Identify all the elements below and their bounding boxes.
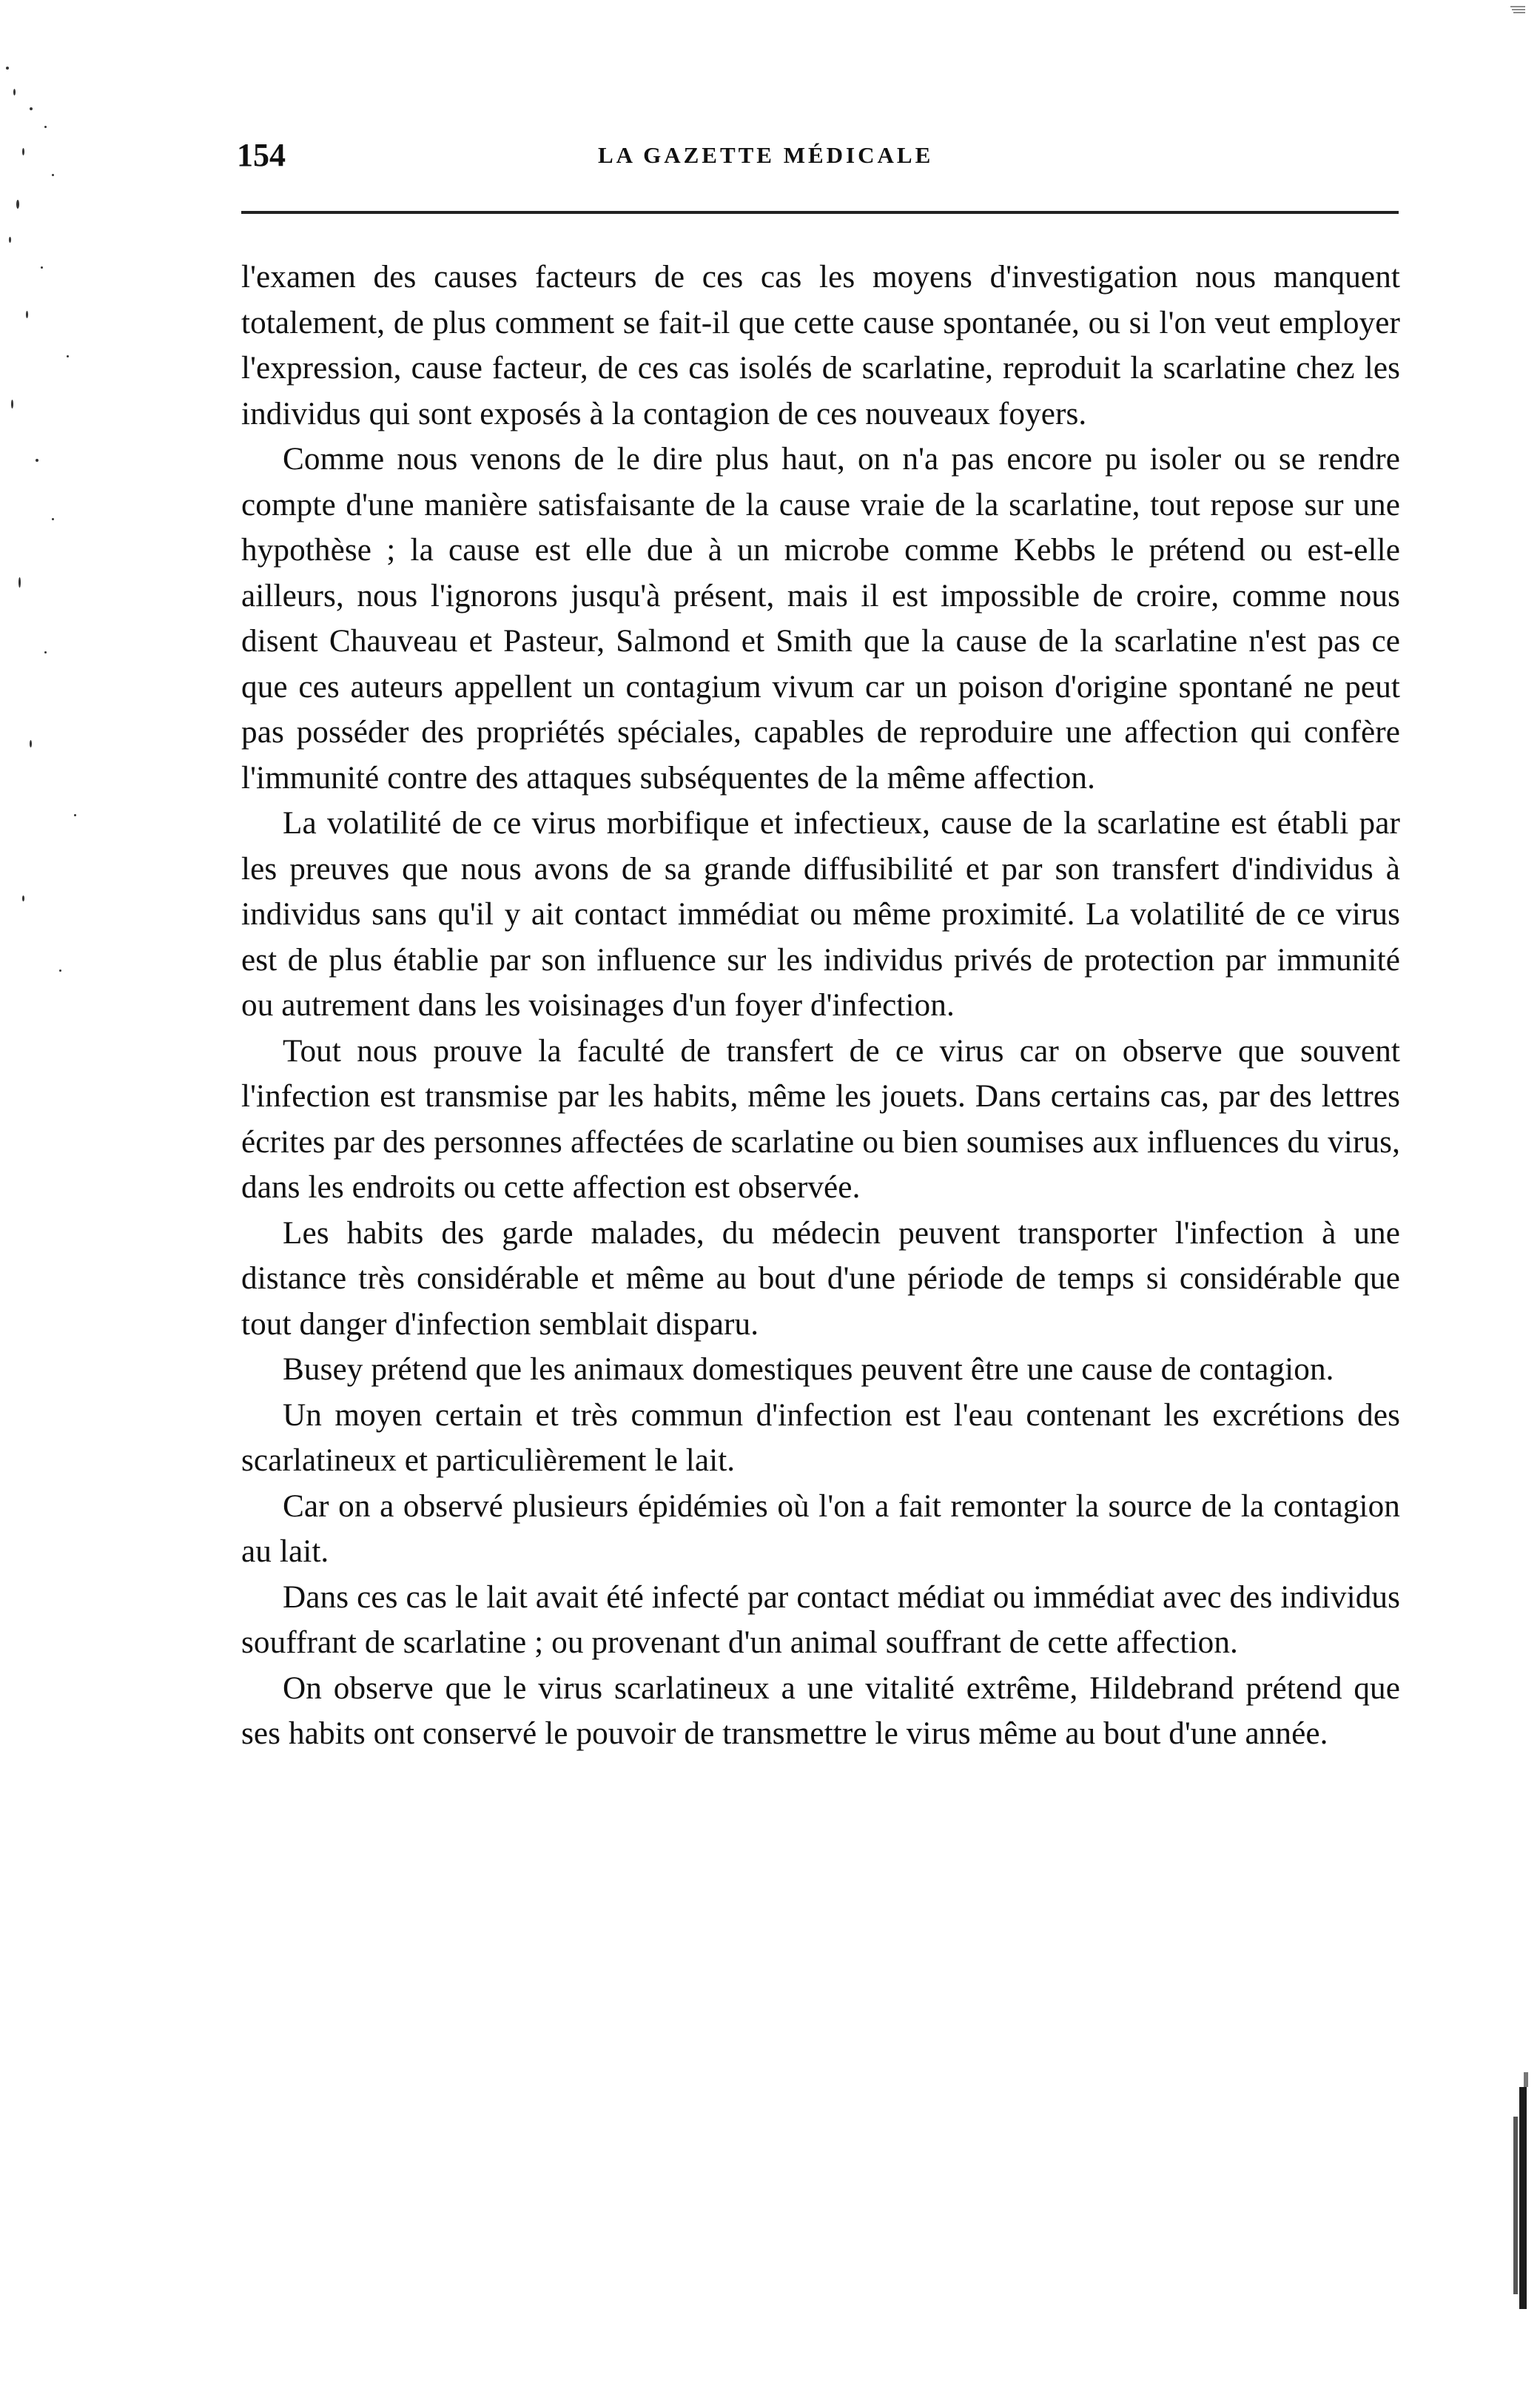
scan-edge-shadow bbox=[1502, 2072, 1531, 2316]
paragraph: Les habits des garde malades, du médecin peuvent transporter l'infection à une distance très considérable et même au bout d'une période de temps si considérable que tout danger d'infection semblait disparu. bbox=[241, 1215, 1400, 1342]
paragraph: On observe que le virus scarlatineux a une vitalité extrême, Hildebrand prétend que ses habits ont conservé le pouvoir de transmettre le virus même au bout d'une année. bbox=[241, 1670, 1400, 1751]
journal-title: LA GAZETTE MÉDICALE bbox=[598, 142, 934, 168]
paragraph: Tout nous prouve la faculté de transfert de ce virus car on observe que souvent l'infection est transmise par les habits, même les jouets. Dans certains cas, par des lettres écrites par des personnes affectées de scarlatine ou bien soumises aux influences du virus, dans les endroits ou cette affection est observée. bbox=[241, 1033, 1400, 1205]
paragraph: Un moyen certain et très commun d'infection est l'eau contenant les excrétions des scarlatineux et particulièrement le lait. bbox=[241, 1397, 1400, 1478]
body-text bbox=[241, 255, 1400, 1757]
running-head bbox=[237, 132, 1399, 184]
header-rule bbox=[241, 211, 1399, 214]
page-number: 154 bbox=[237, 137, 286, 173]
paragraph: Comme nous venons de le dire plus haut, on n'a pas encore pu isoler ou se rendre compte d'une manière satisfaisante de la cause vraie de la scarlatine, tout repose sur une hypothèse ; la cause est elle due à un microbe comme Kebbs le prétend ou est-elle ailleurs, nous l'ignorons jusqu'à présent, mais il est impossible de croire, comme nous disent Chauveau et Pasteur, Salmond et Smith que la cause de la scarlatine n'est pas ce que ces auteurs appellent un contagium vivum car un poison d'origine spontané ne peut pas posséder des propriétés spéciales, capables de reproduire une affection qui confère l'immunité contre des attaques subséquentes de la même affection. bbox=[241, 442, 1400, 796]
paragraph: Dans ces cas le lait avait été infecté par contact médiat ou immédiat avec des individus souffrant de scarlatine ; ou provenant d'un animal souffrant de cette affection. bbox=[241, 1579, 1400, 1660]
scan-corner-mark bbox=[1509, 4, 1527, 15]
paragraph: Car on a observé plusieurs épidémies où l'on a fait remonter la source de la contagion au lait. bbox=[241, 1488, 1400, 1569]
paragraph: Busey prétend que les animaux domestiques peuvent être une cause de contagion. bbox=[283, 1352, 1334, 1387]
paragraph: l'examen des causes facteurs de ces cas les moyens d'investigation nous manquent totalement, de plus comment se fait-il que cette cause spontanée, ou si l'on veut employer l'expression, cause facteur, de ces cas isolés de scarlatine, reproduit la scarlatine chez les individus qui sont exposés à la contagion de ces nouveaux foyers. bbox=[241, 260, 1400, 431]
paragraph: La volatilité de ce virus morbifique et infectieux, cause de la scarlatine est établi par les preuves que nous avons de sa grande diffusibilité et par son transfert d'individus à individus sans qu'il y ait contact immédiat ou même proximité. La volatilité de ce virus est de plus établie par son influence sur les individus privés de protection par immunité ou autrement dans les voisinages d'un foyer d'infection. bbox=[241, 806, 1400, 1023]
scan-edge-speckles bbox=[0, 44, 111, 1007]
